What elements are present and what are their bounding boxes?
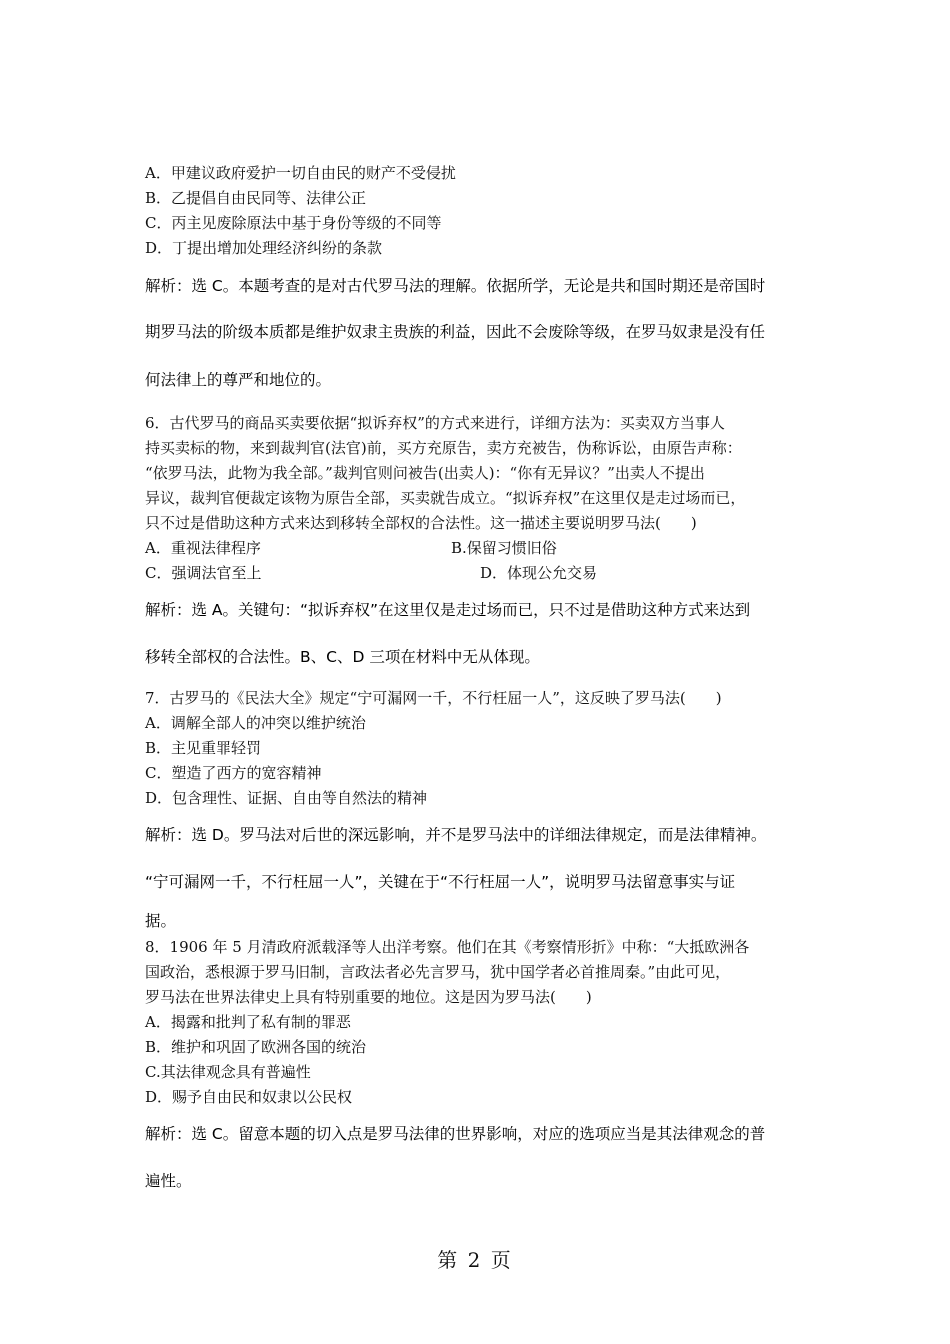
q7-option-a: A．调解全部人的冲突以维护统治 — [145, 714, 366, 732]
q7-stem: 7．古罗马的《民法大全》规定“宁可漏网一千，不行枉屈一人”，这反映了罗马法( ) — [145, 689, 722, 707]
q6-analysis-line: 解析：选 A。关键句：“拟诉弃权”在这里仅是走过场而已，只不过是借助这种方式来达到 — [145, 601, 751, 619]
q5-option-d: D．丁提出增加处理经济纠纷的条款 — [145, 239, 383, 257]
q6-stem-line: 只不过是借助这种方式来达到移转全部权的合法性。这一描述主要说明罗马法( ) — [145, 514, 697, 532]
q5-analysis-line: 期罗马法的阶级本质都是维护奴隶主贵族的利益，因此不会废除等级，在罗马奴隶是没有任 — [145, 323, 766, 341]
q6-stem-line: 异议，裁判官便裁定该物为原告全部，买卖就告成立。“拟诉弃权”在这里仅是走过场而已， — [145, 489, 746, 507]
q6-stem-line: “依罗马法，此物为我全部。”裁判官则问被告(出卖人)：“你有无异议？”出卖人不提出 — [145, 464, 705, 482]
q8-stem-line: 国政治，悉根源于罗马旧制，言政法者必先言罗马，犹中国学者必首推周秦。”由此可见， — [145, 963, 731, 981]
q8-analysis-line: 遍性。 — [145, 1172, 192, 1190]
q6-option-c: C．强调法官至上 — [145, 564, 262, 582]
q8-option-d: D．赐予自由民和奴隶以公民权 — [145, 1088, 353, 1106]
q5-option-a: A．甲建议政府爱护一切自由民的财产不受侵扰 — [145, 164, 456, 182]
q5-analysis-line: 解析：选 C。本题考查的是对古代罗马法的理解。依据所学，无论是共和国时期还是帝国时 — [145, 277, 766, 295]
q8-stem-line: 罗马法在世界法律史上具有特别重要的地位。这是因为罗马法( ) — [145, 988, 592, 1006]
q8-analysis-line: 解析：选 C。留意本题的切入点是罗马法律的世界影响，对应的选项应当是其法律观念的普 — [145, 1125, 766, 1143]
q8-stem-line: 8．1906 年 5 月清政府派载泽等人出洋考察。他们在其《考察情形折》中称：“大抵欧洲各 — [145, 938, 750, 956]
q7-option-b: B．主见重罪轻罚 — [145, 739, 262, 757]
page-number: 第 2 页 — [437, 1248, 513, 1272]
q5-analysis-line: 何法律上的尊严和地位的。 — [145, 371, 332, 389]
q6-option-b: B.保留习惯旧俗 — [451, 539, 557, 557]
q8-option-b: B．维护和巩固了欧洲各国的统治 — [145, 1038, 367, 1056]
q7-analysis-line: 解析：选 D。罗马法对后世的深远影响，并不是罗马法中的详细法律规定，而是法律精神。 — [145, 826, 767, 844]
q8-option-c: C.其法律观念具有普遍性 — [145, 1063, 311, 1081]
q7-option-d: D．包含理性、证据、自由等自然法的精神 — [145, 789, 428, 807]
q6-option-a: A．重视法律程序 — [145, 539, 261, 557]
q8-option-a: A．揭露和批判了私有制的罪恶 — [145, 1013, 351, 1031]
q6-stem-line: 6．古代罗马的商品买卖要依据“拟诉弃权”的方式来进行，详细方法为：买卖双方当事人 — [145, 414, 725, 432]
q6-stem-line: 持买卖标的物，来到裁判官(法官)前，买方充原告，卖方充被告，伪称诉讼，由原告声称： — [145, 439, 742, 457]
q5-option-b: B．乙提倡自由民同等、法律公正 — [145, 189, 367, 207]
q5-option-c: C．丙主见废除原法中基于身份等级的不同等 — [145, 214, 442, 232]
q7-analysis-line: 据。 — [145, 912, 177, 930]
q6-analysis-line: 移转全部权的合法性。B、C、D 三项在材料中无从体现。 — [145, 648, 540, 666]
q7-analysis-line: “宁可漏网一千，不行枉屈一人”，关键在于“不行枉屈一人”，说明罗马法留意事实与证 — [145, 873, 736, 891]
q6-option-d: D．体现公允交易 — [480, 564, 598, 582]
q7-option-c: C．塑造了西方的宽容精神 — [145, 764, 322, 782]
